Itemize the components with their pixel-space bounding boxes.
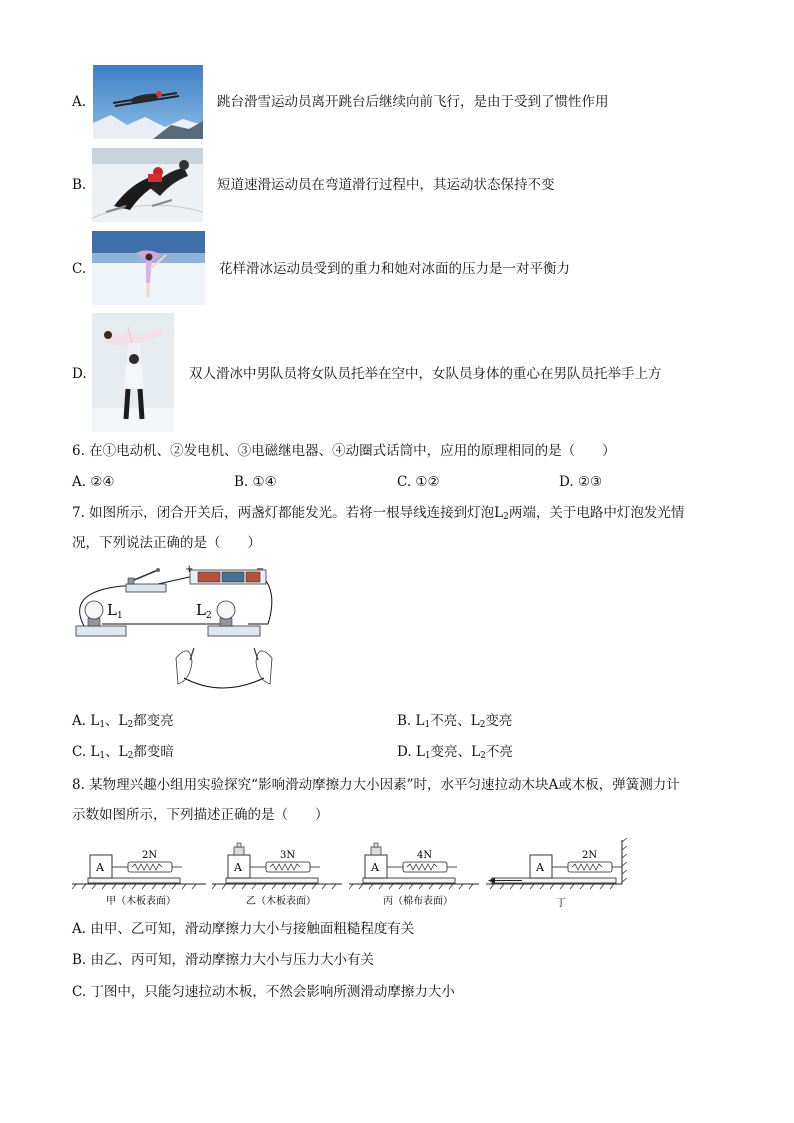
option-letter: C. <box>72 261 87 277</box>
friction-panel-bing <box>349 840 479 910</box>
q6-option-b: B. ①④ <box>234 474 277 490</box>
option-text: 花样滑冰运动员受到的重力和她对冰面的压力是一对平衡力 <box>219 261 570 277</box>
q8-stem-line2: 示数如图所示，下列描述正确的是（ ） <box>72 807 329 823</box>
option-letter: A. <box>72 94 87 110</box>
weight-icon <box>371 847 381 855</box>
battery-icon <box>190 570 266 584</box>
q7-circuit-figure <box>72 562 302 702</box>
svg-text:2N: 2N <box>582 850 598 861</box>
spring-scale-icon <box>568 862 622 872</box>
option-text: 跳台滑雪运动员离开跳台后继续向前飞行，是由于受到了惯性作用 <box>217 94 609 110</box>
friction-panel-jia <box>72 840 206 910</box>
q6-stem: 6. 在①电动机、②发电机、③电磁继电器、④动圈式话筒中，应用的原理相同的是（ ） <box>72 443 616 459</box>
q8-option-a: A. 由甲、乙可知，滑动摩擦力大小与接触面粗糙程度有关 <box>72 921 415 937</box>
spring-scale-icon <box>266 862 320 872</box>
hands-with-wire-icon <box>176 648 272 688</box>
ski-jump-photo <box>93 65 203 139</box>
svg-text:甲（木板表面）: 甲（木板表面） <box>106 896 176 907</box>
svg-text:A: A <box>371 861 379 874</box>
q7-option-c: C. $L_1$、$L_2$都变暗 <box>72 744 174 761</box>
q8-option-c: C. 丁图中，只能匀速拉动木板，不然会影响所测滑动摩擦力大小 <box>72 984 455 1000</box>
pair-skating-photo <box>92 313 174 432</box>
q6-option-d: D. ②③ <box>559 474 603 490</box>
svg-text:+: + <box>185 564 194 575</box>
weight-icon <box>234 847 244 855</box>
lamp-l2-icon <box>208 601 260 636</box>
switch-icon <box>126 568 166 592</box>
svg-text:4N: 4N <box>417 850 433 861</box>
option-letter: B. <box>72 177 87 193</box>
q6-option-c: C. ①② <box>397 474 440 490</box>
q6-option-a: A. ②④ <box>72 474 115 490</box>
q8-option-b: B. 由乙、丙可知，滑动摩擦力大小与压力大小有关 <box>72 952 375 968</box>
q7-option-d: D. $L_1$变亮、$L_2$不亮 <box>397 744 513 761</box>
q7-option-b: B. $L_1$不亮、$L_2$变亮 <box>397 713 513 730</box>
q8-stem-line1: 8. 某物理兴趣小组用实验探究“影响滑动摩擦力大小因素”时，水平匀速拉动木块A或木板，弹簧测力计 <box>72 777 680 793</box>
spring-scale-icon <box>403 862 457 872</box>
svg-text:A: A <box>234 861 242 874</box>
lamp-l2-label: $L_2$ <box>196 601 212 621</box>
lamp-l1-label: $L_1$ <box>107 601 123 621</box>
friction-panel-yi <box>212 840 342 910</box>
option-text: 双人滑冰中男队员将女队员托举在空中，女队员身体的重心在男队员托举手上方 <box>189 366 662 382</box>
svg-text:丙（棉布表面）: 丙（棉布表面） <box>383 896 453 907</box>
svg-text:丁: 丁 <box>556 898 566 909</box>
svg-text:A: A <box>536 861 544 874</box>
option-text: 短道速滑运动员在弯道滑行过程中，其运动状态保持不变 <box>217 177 555 193</box>
svg-text:乙（木板表面）: 乙（木板表面） <box>246 896 316 907</box>
q7-stem-line1: 7. 如图所示，闭合开关后，两盏灯都能发光。若将一根导线连接到灯泡$L_2$两端，关于电路中灯泡发光情 <box>72 505 685 522</box>
option-letter: D. <box>72 366 87 382</box>
q7-stem-line2: 况，下列说法正确的是（ ） <box>72 535 261 551</box>
svg-text:−: − <box>256 564 265 575</box>
q7-option-a: A. $L_1$、$L_2$都变亮 <box>72 713 174 730</box>
svg-text:3N: 3N <box>280 850 296 861</box>
svg-text:2N: 2N <box>142 850 158 861</box>
friction-panel-ding <box>486 834 630 910</box>
figure-skating-photo <box>92 231 205 305</box>
svg-text:A: A <box>96 861 104 874</box>
spring-scale-icon <box>128 862 182 872</box>
speed-skating-photo <box>92 148 203 222</box>
